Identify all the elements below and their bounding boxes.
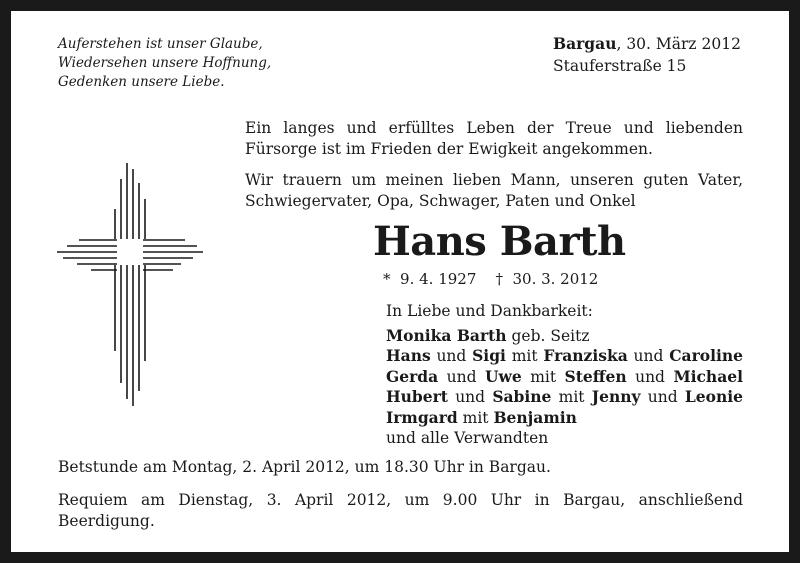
mourner-name: Jenny [591, 387, 641, 406]
deceased-name: Hans Barth [373, 218, 626, 265]
mourner-name: Gerda [386, 366, 439, 386]
connector: und [436, 347, 467, 365]
mourners-closing: und alle Verwandten [386, 429, 549, 447]
mourner-row [386, 408, 746, 429]
motto-line: Wiedersehen unsere Hoffnung, [58, 55, 272, 71]
prayer-service: Betstunde am Montag, 2. April 2012, um 18.30 Uhr in Bargau. [58, 458, 551, 476]
notice-date: , 30. März 2012 [616, 35, 741, 53]
connector: und [446, 367, 477, 386]
connector: mit [457, 408, 494, 427]
connector: und [647, 388, 678, 406]
place-and-date [553, 33, 741, 77]
life-dates: * 9. 4. 1927 † 30. 3. 2012 [383, 270, 599, 288]
mourner-row [386, 326, 746, 347]
connector: mit [558, 388, 585, 406]
motto-line: Gedenken unsere Liebe. [58, 74, 225, 90]
mourners-intro: In Liebe und Dankbarkeit: [386, 302, 593, 320]
mourning-line: Wir trauern um meinen lieben Mann, unseren guten Vater, [245, 171, 743, 189]
mourner-name: Monika Barth [386, 325, 507, 345]
connector: und [455, 388, 486, 406]
mourner-row [386, 387, 743, 408]
intro-paragraph [245, 118, 743, 160]
mourning-line: Schwiegervater, Opa, Schwager, Paten und Onkel [245, 192, 636, 210]
mourner-name: Benjamin [493, 407, 577, 427]
mourner-name: Sigi [472, 346, 506, 365]
requiem-line: Beerdigung. [58, 512, 155, 530]
connector: und [635, 367, 665, 386]
mourner-note: geb. Seitz [506, 326, 590, 345]
motto-line: Auferstehen ist unser Glaube, [58, 36, 263, 52]
mourner-name: Caroline [669, 346, 743, 365]
requiem-service [58, 490, 743, 532]
mourner-name: Uwe [484, 366, 522, 386]
street-address: Stauferstraße 15 [553, 57, 687, 75]
mourner-name: Franziska [543, 346, 628, 365]
mourner-name: Leonie [684, 387, 743, 406]
mourner-name: Sabine [492, 387, 552, 406]
mourner-name: Hubert [386, 387, 448, 406]
mourner-row [386, 346, 743, 367]
requiem-line: Requiem am Dienstag, 3. April 2012, um 9.00 Uhr in Bargau, anschließend [58, 491, 743, 509]
mourner-name: Hans [386, 346, 431, 365]
mourner-row [386, 367, 743, 388]
mourning-paragraph [245, 170, 743, 212]
connector: mit [530, 367, 557, 386]
intro-line: Fürsorge ist im Frieden der Ewigkeit angekommen. [245, 140, 653, 158]
connector: und [633, 347, 664, 365]
mourner-name: Irmgard [386, 407, 458, 427]
intro-line: Ein langes und erfülltes Leben der Treue und liebenden [245, 119, 743, 137]
mourner-name: Michael [673, 366, 743, 386]
cross-icon [55, 151, 205, 411]
connector: mit [511, 347, 538, 365]
motto [58, 35, 271, 92]
mourner-name: Steffen [564, 366, 627, 386]
town: Bargau [553, 34, 617, 53]
mourners-list [386, 301, 746, 449]
